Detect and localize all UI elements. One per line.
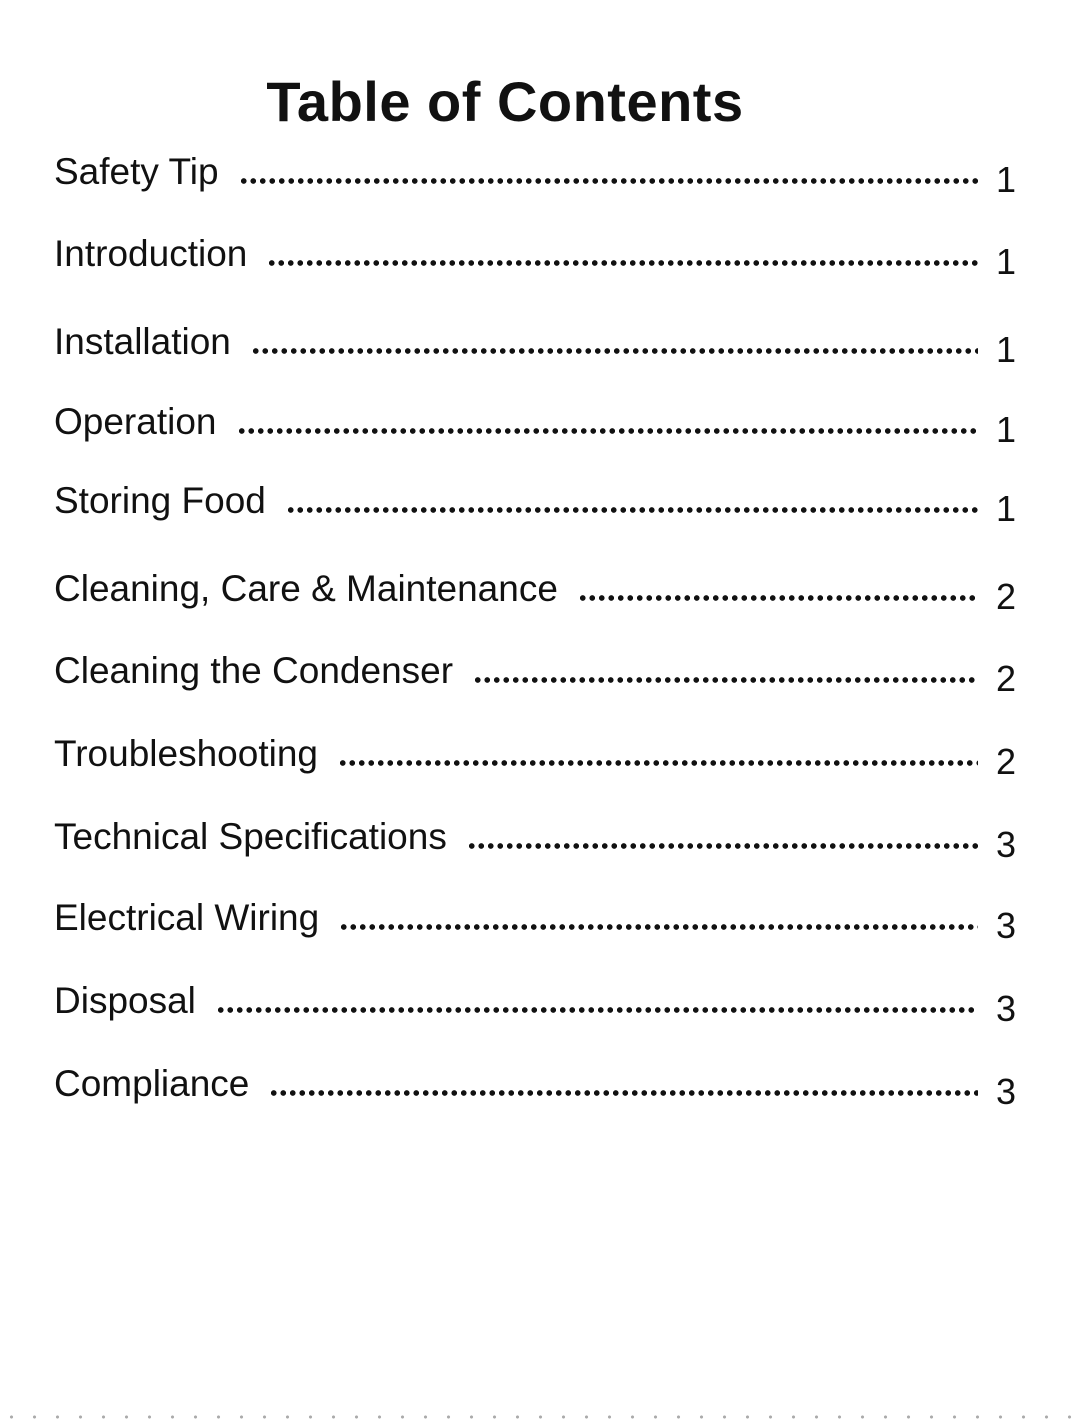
toc-entry-page-number: 3 xyxy=(995,988,1016,1029)
toc-entry-compliance xyxy=(54,1052,1016,1112)
toc-entry-page-number: 1 xyxy=(995,241,1016,282)
toc-entry-electrical-wiring xyxy=(54,886,1016,946)
page-title: Table of Contents xyxy=(266,69,744,133)
dot-leader xyxy=(286,507,978,513)
toc-entry-storing-food xyxy=(54,469,1016,529)
toc-entry-page-number: 1 xyxy=(995,488,1016,529)
toc-entry-page-number: 3 xyxy=(995,1071,1016,1112)
toc-entry-label: Troubleshooting xyxy=(54,733,318,774)
dot-leader xyxy=(269,1090,978,1096)
toc-entry-page-number: 2 xyxy=(995,741,1016,782)
dot-leader xyxy=(216,1007,978,1013)
toc-entry-label: Operation xyxy=(54,401,217,442)
toc-entry-label: Introduction xyxy=(54,233,248,274)
dot-leader xyxy=(338,760,978,766)
toc-entry-label: Disposal xyxy=(54,980,196,1021)
toc-entry-label: Compliance xyxy=(54,1063,250,1104)
toc-entry-page-number: 2 xyxy=(995,576,1016,617)
toc-entry-introduction xyxy=(54,222,1016,282)
toc-entry-operation xyxy=(54,390,1016,450)
toc-entry-safety-tip xyxy=(54,140,1016,200)
toc-entry-label: Installation xyxy=(54,321,231,362)
scan-artifact-bottom-edge xyxy=(0,1414,1078,1420)
toc-entry-label: Cleaning, Care & Maintenance xyxy=(54,568,558,609)
toc-entry-cleaning-condenser xyxy=(54,639,1016,699)
toc-entry-label: Safety Tip xyxy=(54,151,219,192)
toc-entry-label: Cleaning the Condenser xyxy=(54,650,454,691)
toc-entry-label: Storing Food xyxy=(54,480,266,521)
toc-entry-cleaning-care-maintenance xyxy=(54,557,1016,617)
dot-leader xyxy=(267,260,978,266)
toc-entry-page-number: 1 xyxy=(995,329,1016,370)
toc-entry-installation xyxy=(54,310,1016,370)
dot-leader xyxy=(578,595,978,601)
dot-leader xyxy=(239,178,978,184)
toc-entry-page-number: 2 xyxy=(995,658,1016,699)
toc-entry-technical-specifications xyxy=(54,805,1016,865)
toc-entry-troubleshooting xyxy=(54,722,1016,782)
dot-leader xyxy=(237,428,979,434)
dot-leader xyxy=(339,924,978,930)
toc-entry-page-number: 1 xyxy=(995,409,1016,450)
dot-leader xyxy=(467,843,978,849)
toc-entry-label: Technical Specifications xyxy=(54,816,447,857)
toc-entry-disposal xyxy=(54,969,1016,1029)
dot-leader xyxy=(251,348,978,354)
toc-entry-page-number: 3 xyxy=(995,905,1016,946)
toc-entry-page-number: 3 xyxy=(995,824,1016,865)
dot-leader xyxy=(473,677,978,683)
toc-entry-label: Electrical Wiring xyxy=(54,897,320,938)
toc-entry-page-number: 1 xyxy=(995,159,1016,200)
